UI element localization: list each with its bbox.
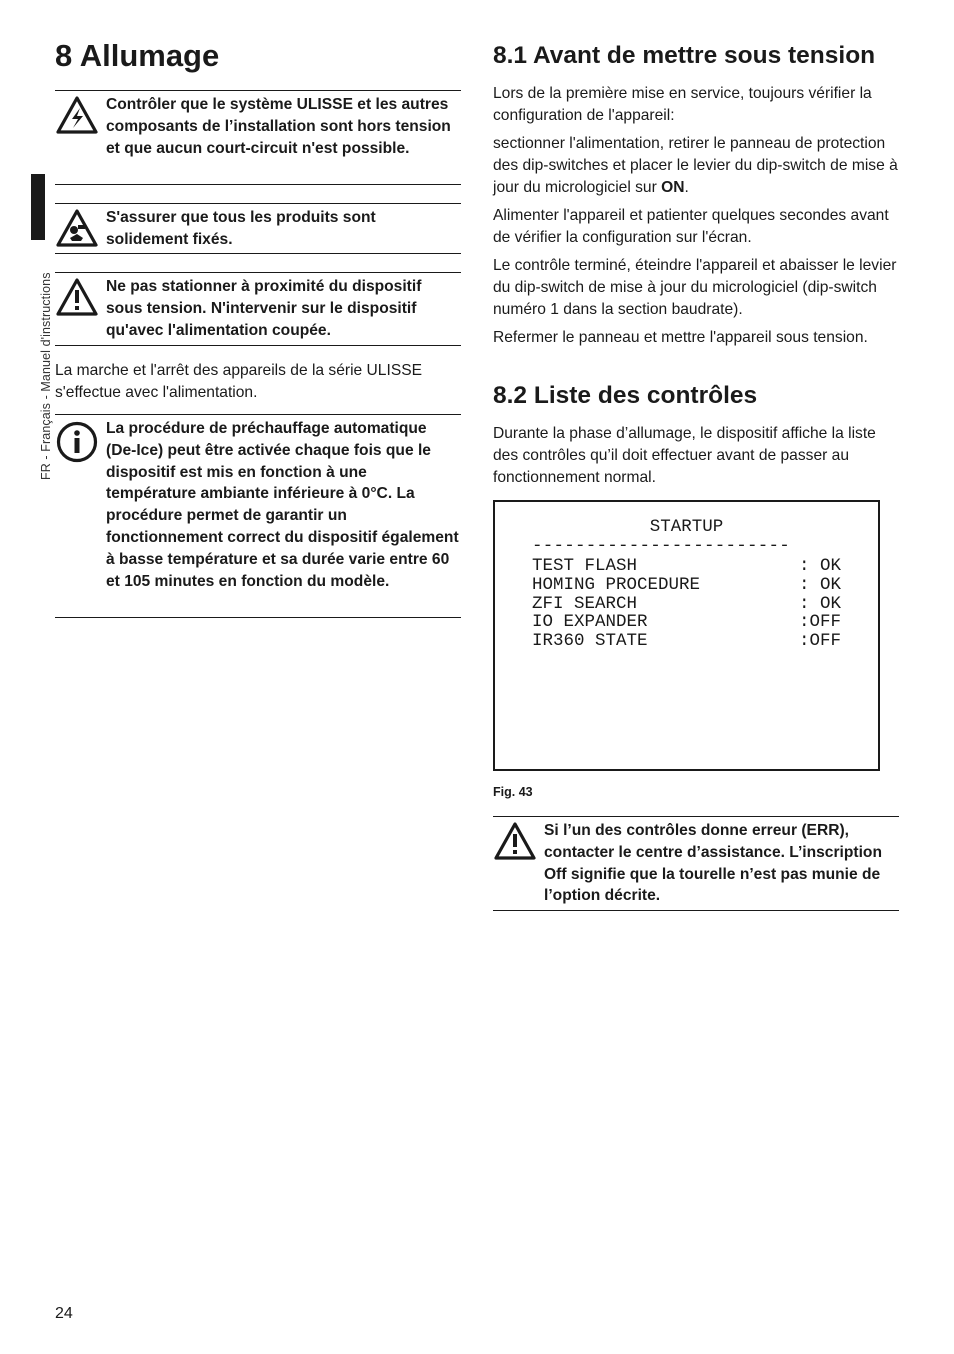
check-value: : OK [798, 575, 841, 595]
on-keyword: ON [661, 179, 685, 196]
warning-text: Si l’un des contrôles donne erreur (ERR), contacter le centre d’assistance. L’inscription Off signifie que la tourelle n’est pas munie de l’option décrite. [544, 822, 882, 905]
startup-screen [493, 500, 880, 771]
figure-caption: Fig. 43 [493, 785, 533, 799]
check-value: :OFF [798, 612, 841, 632]
warning-text: Contrôler que le système ULISSE et les autres composants de l’installation sont hors tension et que aucun court-circuit n'est possible. [106, 96, 451, 157]
section-marker-bar [31, 174, 45, 240]
body-paragraph: Lors de la première mise en service, toujours vérifier la configuration de l'appareil: [493, 85, 872, 124]
body-paragraph: Le contrôle terminé, éteindre l'appareil et abaisser le levier du dip-switch de mise à jour du micrologiciel (dip-switch numéro 1 dans la section baudrate). [493, 257, 897, 318]
check-label: ZFI SEARCH [532, 594, 638, 614]
body-paragraph: sectionner l'alimentation, retirer le panneau de protection des dip-switches et placer le levier du dip-switch de mise à jour du micrologiciel sur ON. [493, 135, 898, 196]
check-label: HOMING PROCEDURE [532, 575, 701, 595]
check-label: IR360 STATE [532, 631, 648, 651]
page-number: 24 [55, 1305, 73, 1322]
info-circle-icon [55, 420, 99, 469]
side-language-label: FR - Français - Manuel d'instructions [39, 272, 53, 480]
electric-shock-warning-icon [55, 95, 99, 140]
body-paragraph: La marche et l'arrêt des appareils de la série ULISSE s'effectue avec l'alimentation. [55, 362, 423, 401]
check-value: : OK [798, 556, 841, 576]
warning-box-power-off [55, 90, 461, 185]
check-value: : OK [798, 594, 841, 614]
caution-triangle-icon [55, 277, 99, 322]
info-box-deice [55, 414, 461, 618]
warning-box-proximity [55, 272, 461, 346]
caution-triangle-icon [493, 821, 537, 866]
chapter-title: 8 Allumage [55, 38, 220, 73]
warning-text: S'assurer que tous les produits sont solidement fixés. [106, 209, 376, 248]
warning-text: Ne pas stationner à proximité du dispositif sous tension. N'intervenir sur le dispositif qu'avec l'alimentation coupée. [106, 278, 422, 339]
startup-title: STARTUP [649, 517, 724, 537]
section-title-8-2: 8.2 Liste des contrôles [493, 382, 758, 409]
check-label: TEST FLASH [532, 556, 638, 576]
separator-line: ------------------------ [532, 536, 791, 556]
warning-box-errors [493, 816, 899, 911]
body-paragraph: Refermer le panneau et mettre l'appareil sous tension. [493, 329, 868, 346]
body-paragraph: Durante la phase d’allumage, le dispositif affiche la liste des contrôles qu’il doit effectuer avant de passer au fonctionnement normal. [493, 425, 876, 486]
info-text: La procédure de préchauffage automatique (De-Ice) peut être activée chaque fois que le dispositif est mis en fonction à une température ambiante inférieure à 0°C. La procédure permet de garantir un fonctionnement correct du dispositif également à basse température et sa durée varie entre 60 et 105 minutes en fonction du modèle. [106, 420, 459, 590]
check-label: IO EXPANDER [532, 612, 648, 632]
warning-box-fixing [55, 203, 461, 254]
crushing-hazard-icon [55, 208, 99, 253]
section-title-8-1: 8.1 Avant de mettre sous tension [493, 42, 876, 69]
check-value: :OFF [798, 631, 841, 651]
body-paragraph: Alimenter l'appareil et patienter quelques secondes avant de vérifier la configuration sur l'écran. [493, 207, 889, 246]
